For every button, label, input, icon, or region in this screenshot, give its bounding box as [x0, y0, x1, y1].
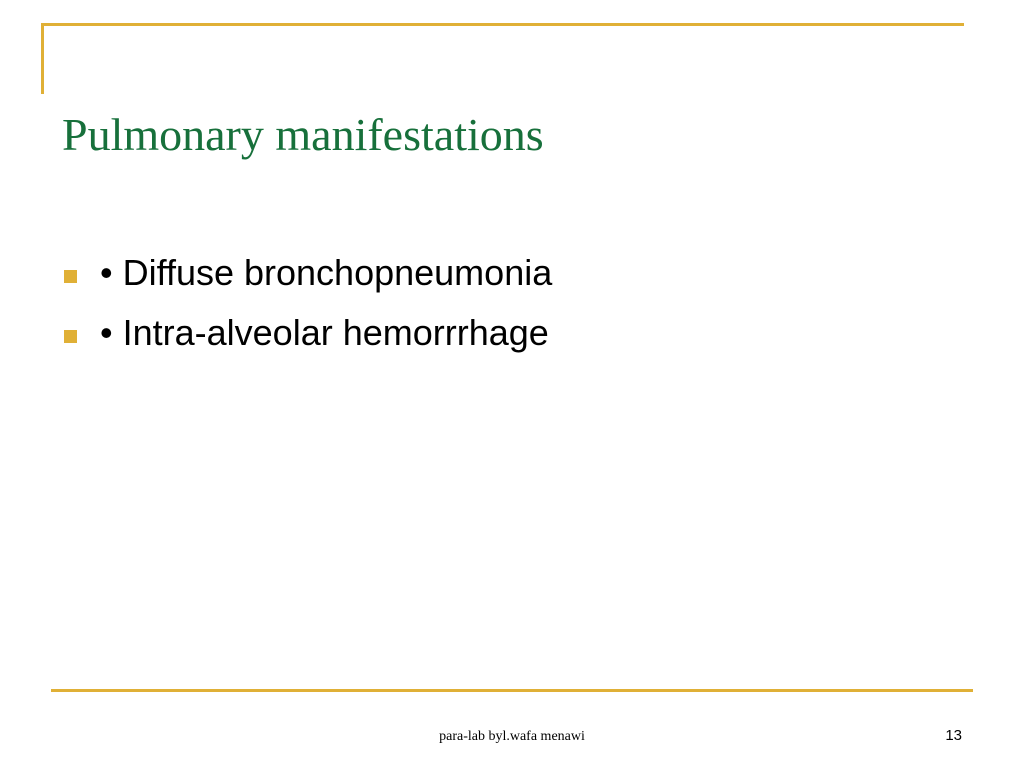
bullet-text: • Intra-alveolar hemorrrhage: [100, 312, 549, 353]
footer-text: para-lab byl.wafa menawi: [439, 729, 585, 744]
square-bullet-icon: [64, 330, 77, 343]
left-frame-line: [41, 23, 44, 94]
slide-number: 13: [945, 727, 962, 744]
square-bullet-icon: [64, 270, 77, 283]
slide-title: Pulmonary manifestations: [62, 109, 544, 160]
footer-divider-line: [51, 689, 973, 692]
bullet-text: • Diffuse bronchopneumonia: [100, 252, 553, 293]
top-frame-line: [41, 23, 964, 26]
